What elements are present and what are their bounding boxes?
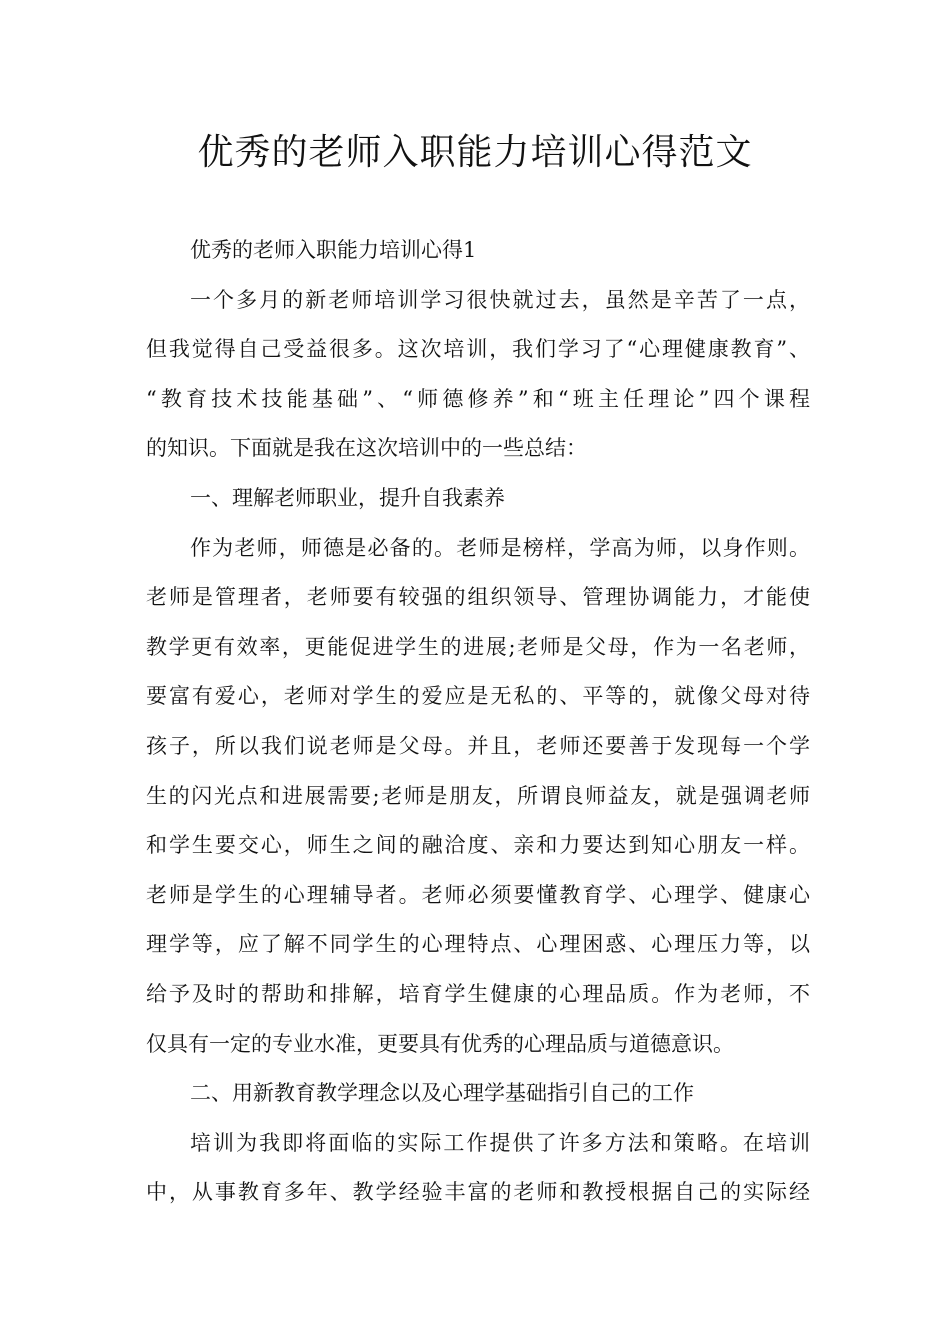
section-heading: 二、用新教育教学理念以及心理学基础指引自己的工作	[190, 1081, 694, 1106]
paragraph-line: 培训为我即将面临的实际工作提供了许多方法和策略。在培训	[190, 1130, 810, 1155]
paragraph-line: 仅具有一定的专业水准，更要具有优秀的心理品质与道德意识。	[146, 1031, 734, 1056]
document-body	[146, 226, 810, 1218]
paragraph-line: 一个多月的新老师培训学习很快就过去，虽然是辛苦了一点，	[190, 287, 810, 312]
paragraph-line: 理学等，应了解不同学生的心理特点、心理困惑、心理压力等，以	[146, 932, 810, 957]
paragraph-line: 中，从事教育多年、教学经验丰富的老师和教授根据自己的实际经	[146, 1180, 810, 1205]
paragraph-line: 作为老师，师德是必备的。老师是榜样，学高为师，以身作则。	[190, 535, 810, 560]
paragraph-line: 要富有爱心，老师对学生的爱应是无私的、平等的，就像父母对待	[146, 684, 810, 709]
paragraph-line: 生的闪光点和进展需要;老师是朋友，所谓良师益友，就是强调老师	[146, 783, 810, 808]
paragraph-line: 和学生要交心，师生之间的融洽度、亲和力要达到知心朋友一样。	[146, 833, 810, 858]
paragraph-line: 孩子，所以我们说老师是父母。并且，老师还要善于发现每一个学	[146, 733, 810, 758]
paragraph-line: 教学更有效率，更能促进学生的进展;老师是父母，作为一名老师，	[146, 634, 810, 659]
paragraph-line: 给予及时的帮助和排解，培育学生健康的心理品质。作为老师，不	[146, 981, 810, 1006]
paragraph-line: 但我觉得自己受益很多。这次培训，我们学习了“心理健康教育”、	[146, 337, 810, 362]
section-heading: 一、理解老师职业，提升自我素养	[190, 485, 505, 510]
document-title: 优秀的老师入职能力培训心得范文	[197, 132, 753, 173]
paragraph-line: “教育技术技能基础”、“师德修养”和“班主任理论”四个课程	[146, 386, 810, 411]
paragraph-line: 的知识。下面就是我在这次培训中的一些总结：	[146, 436, 587, 461]
paragraph-line: 老师是管理者，老师要有较强的组织领导、管理协调能力，才能使	[146, 585, 810, 610]
section-heading: 优秀的老师入职能力培训心得1	[190, 238, 477, 262]
paragraph-line: 老师是学生的心理辅导者。老师必须要懂教育学、心理学、健康心	[146, 882, 810, 907]
